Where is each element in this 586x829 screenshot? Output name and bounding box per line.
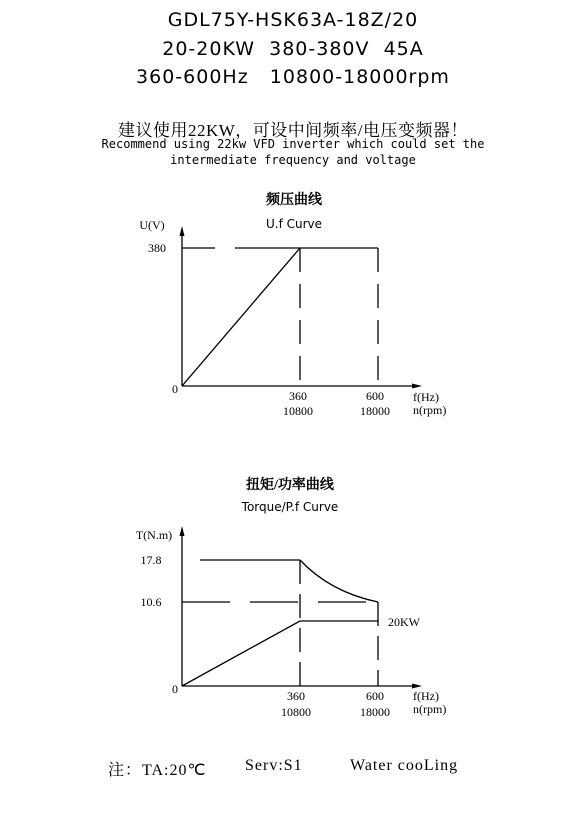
tp-x-tick-10800: 10800 bbox=[281, 705, 311, 719]
model-title: GDL75Y-HSK63A-18Z/20 bbox=[167, 9, 419, 31]
frequency-spec: 360-600Hz 10800-18000rpm bbox=[136, 66, 450, 88]
uf-title-cn: 频压曲线 bbox=[266, 193, 322, 208]
ambient-temperature-note: 注：TA:20℃ bbox=[108, 762, 207, 779]
tp-x-tick-600: 600 bbox=[366, 689, 384, 703]
tp-y-axis-arrow bbox=[180, 526, 185, 536]
uf-x-tick-10800: 10800 bbox=[283, 404, 313, 418]
uf-title-en: U.f Curve bbox=[265, 217, 323, 231]
tp-origin-label: 0 bbox=[172, 682, 178, 696]
tp-torque-falloff-curve bbox=[300, 560, 378, 602]
tp-power-ramp bbox=[182, 621, 300, 686]
recommendation-en-line1: Recommend using 22kw VFD inverter which could set the bbox=[101, 137, 485, 151]
tp-x-tick-18000: 18000 bbox=[360, 705, 390, 719]
tp-x-unit-rpm: n(rpm) bbox=[413, 702, 447, 716]
uf-x-axis-arrow bbox=[412, 384, 422, 389]
uf-x-unit-hz: f(Hz) bbox=[413, 390, 439, 404]
tp-y-tick-10-6: 10.6 bbox=[140, 595, 162, 609]
tp-y-tick-17-8: 17.8 bbox=[140, 553, 162, 567]
uf-x-tick-600: 600 bbox=[366, 389, 384, 403]
tp-x-axis-arrow bbox=[412, 684, 422, 689]
recommendation-en-line2: intermediate frequency and voltage bbox=[170, 153, 416, 167]
uf-voltage-ramp bbox=[182, 248, 300, 386]
torque-power-chart bbox=[136, 476, 446, 719]
power-spec: 20-20KW 380-380V 45A bbox=[162, 38, 424, 60]
footer-notes bbox=[108, 757, 578, 829]
tp-title-cn: 扭矩/功率曲线 bbox=[246, 478, 334, 493]
tp-power-label: 20KW bbox=[388, 615, 420, 629]
tp-y-axis-label: T(N.m) bbox=[135, 528, 173, 542]
service-duty-label: Serv:S1 bbox=[245, 757, 303, 774]
cooling-type-label: Water cooLing bbox=[350, 757, 459, 774]
recommendation-cn: 建议使用22KW，可设中间频率/电压变频器！ bbox=[117, 121, 469, 140]
uf-y-tick-380: 380 bbox=[148, 241, 166, 255]
uf-origin-label: 0 bbox=[172, 382, 178, 396]
uf-x-tick-360: 360 bbox=[289, 389, 307, 403]
uf-chart bbox=[139, 191, 446, 418]
uf-x-tick-18000: 18000 bbox=[360, 404, 390, 418]
uf-x-unit-rpm: n(rpm) bbox=[413, 403, 447, 417]
tp-x-tick-360: 360 bbox=[287, 689, 305, 703]
uf-y-axis-arrow bbox=[180, 226, 185, 236]
uf-y-axis-label: U(V) bbox=[139, 218, 165, 232]
tp-title-en: Torque/P.f Curve bbox=[241, 500, 339, 514]
tp-x-unit-hz: f(Hz) bbox=[413, 689, 439, 703]
